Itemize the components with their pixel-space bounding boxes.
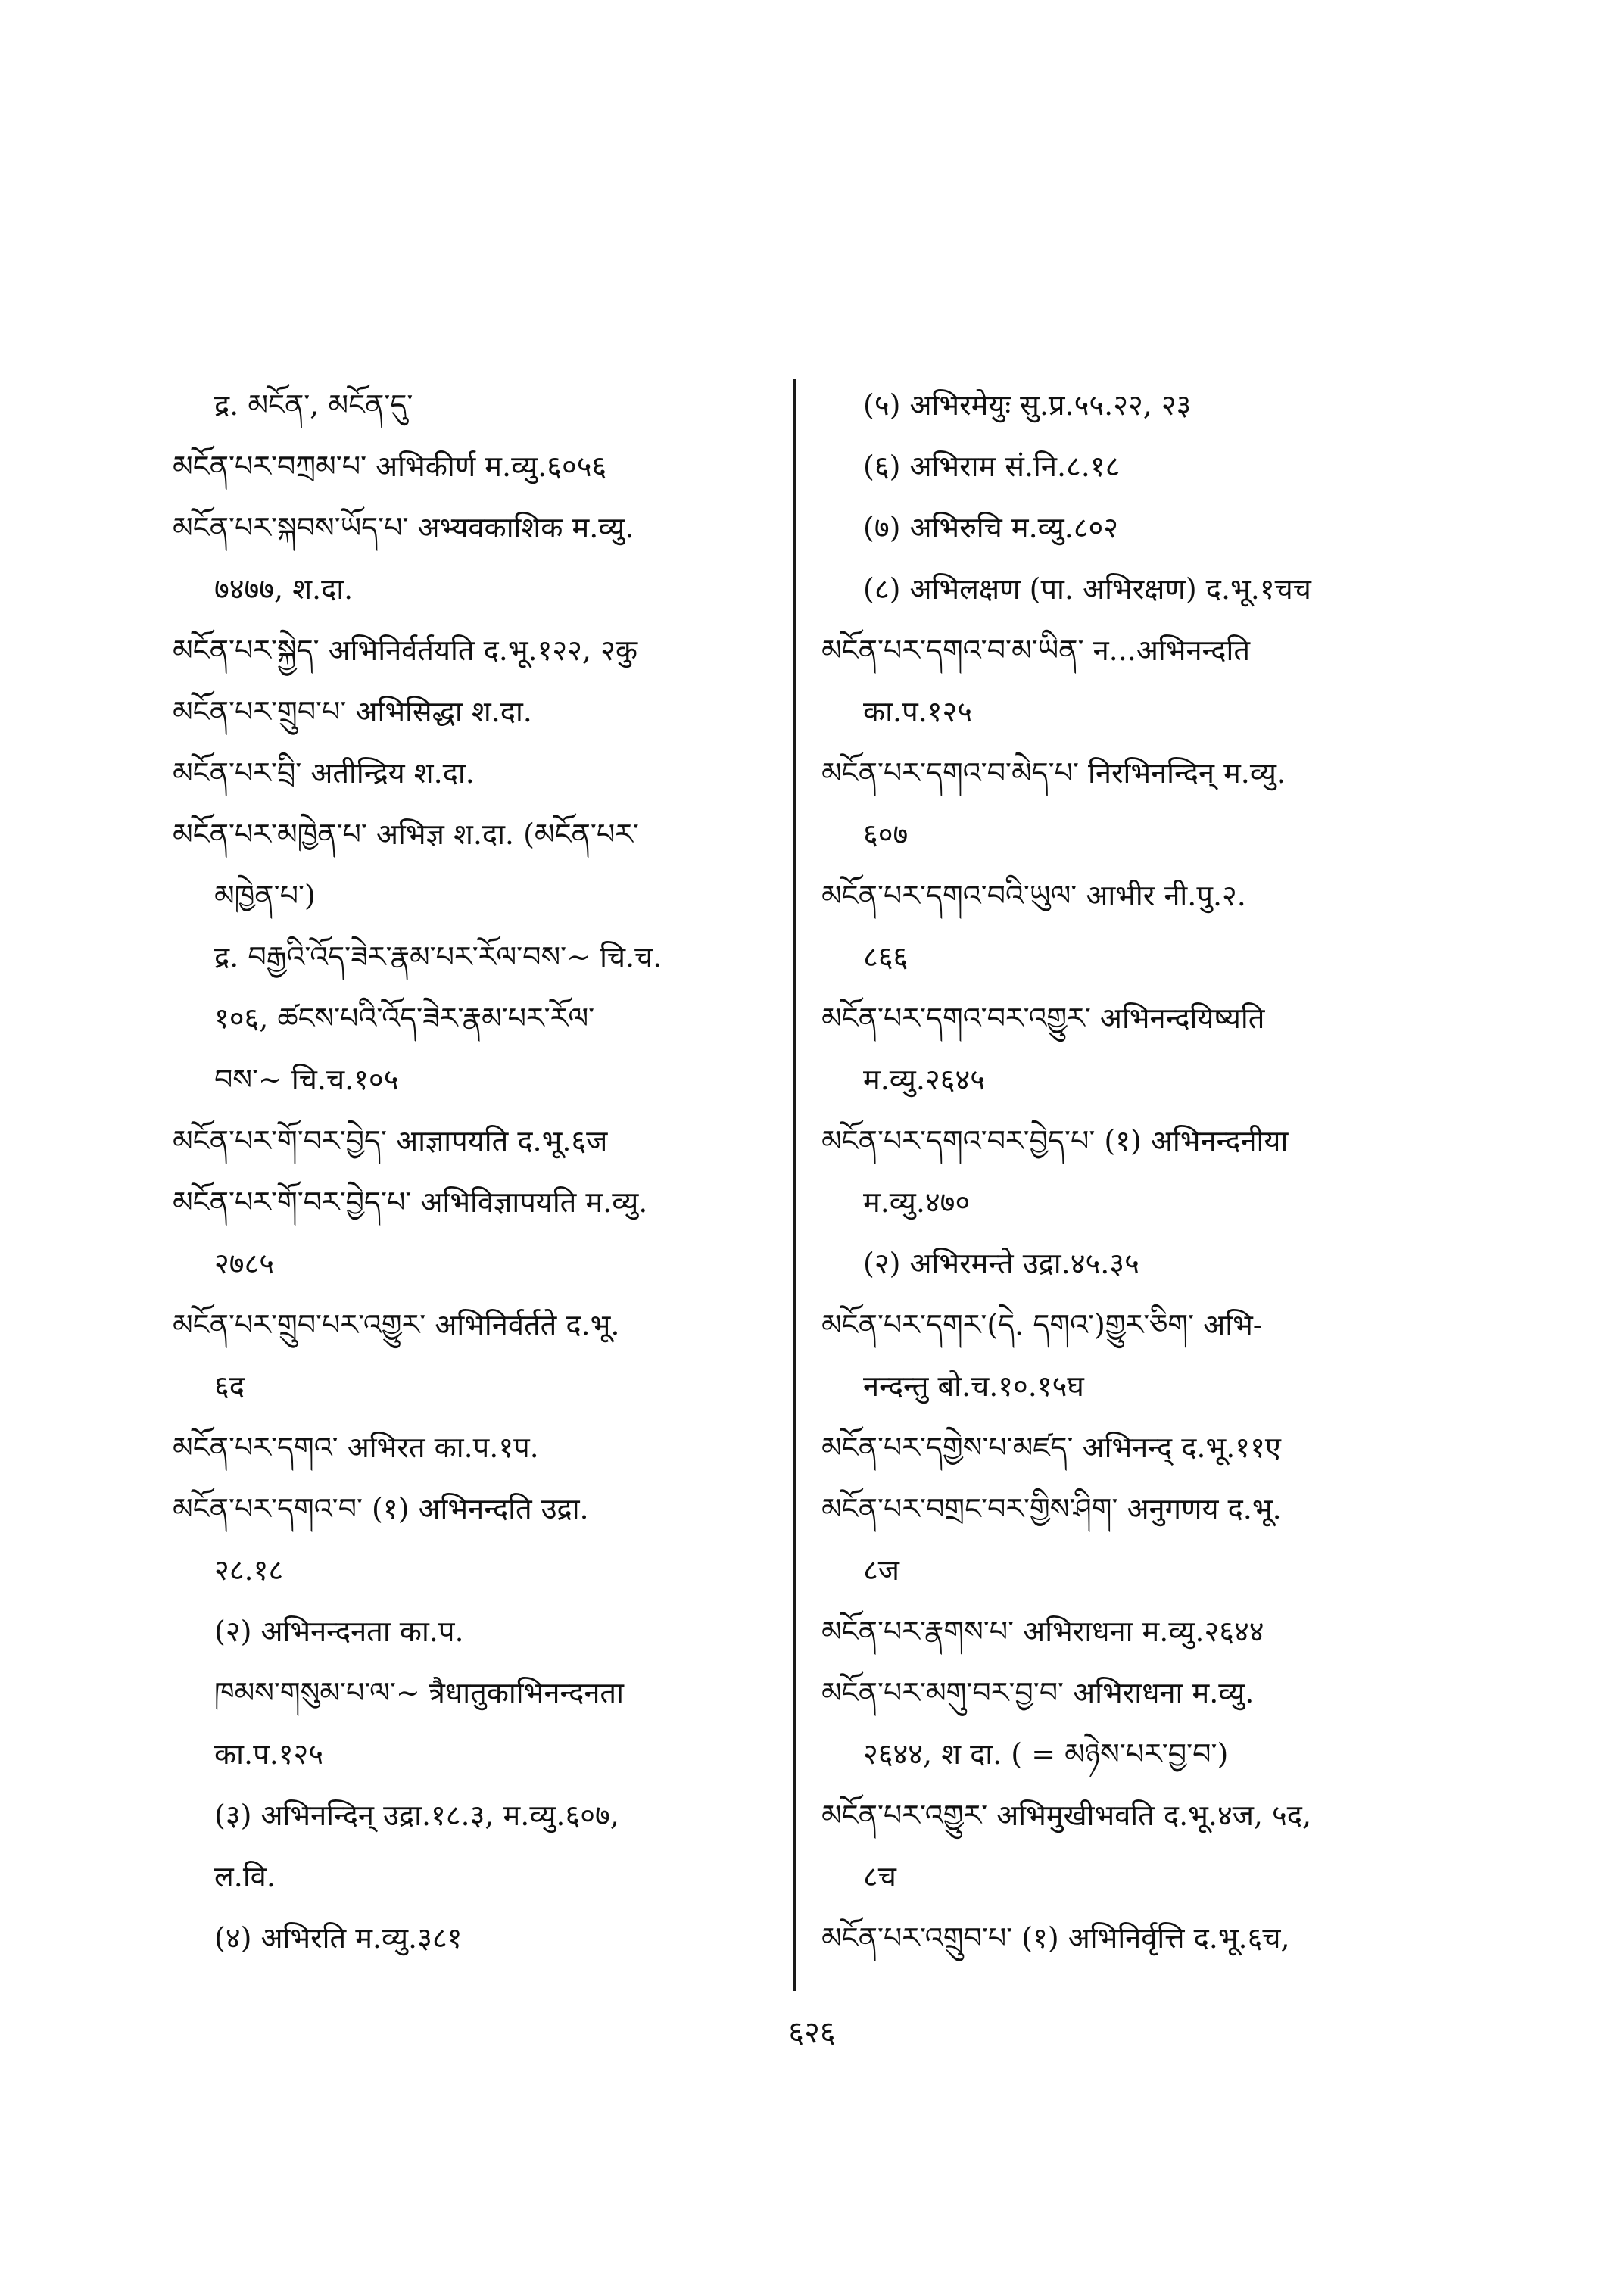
dictionary-line: མངོན་པར་བཀྲམ་པ་ अभिकीर्ण म.व्यु.६०५६ [173, 450, 607, 483]
dictionary-line: ८च [863, 1860, 896, 1893]
dictionary-line: མངོན་པར་དགའ་བར་འགྱུར་ अभिनन्दयिष्यति [821, 1002, 1265, 1035]
dictionary-line: མངོན་པར་དགར་(དེ. དགའ་)གྱུར་ཅིག་ अभि- [821, 1308, 1263, 1341]
dictionary-line: ल.वि. [214, 1860, 276, 1893]
dictionary-line: ८ज [863, 1553, 899, 1587]
dictionary-line: མངོན་པར་དགའ་བའི་ཡུལ་ आभीर नी.पु.२. [821, 879, 1246, 912]
right-column [821, 375, 1450, 1969]
dictionary-line: २७८५ [214, 1247, 275, 1280]
dictionary-line: का.प.१२५ [214, 1737, 324, 1771]
dictionary-line: (२) अभिरमन्ते उद्रा.४५.३५ [863, 1247, 1139, 1280]
dictionary-line: (५) अभिरमेयुः सु.प्र.५५.२२, २३ [863, 388, 1192, 422]
dictionary-line: २६४४, श दा. ( = མཉེས་པར་བྱ་བ་) [863, 1737, 1229, 1771]
dictionary-line: ཁམས་གསུམ་པ་ལ་~ त्रैधातुकाभिनन्दनता [214, 1676, 624, 1709]
page-number: ६२६ [788, 2015, 836, 2050]
dictionary-line: མངོན་པར་བྲི་ अतीन्द्रिय श.दा. [173, 756, 475, 790]
dictionary-line: नन्दन्तु बो.च.१०.१५घ [863, 1369, 1084, 1403]
dictionary-line: (६) अभिराम सं.नि.८.१८ [863, 450, 1121, 483]
dictionary-line: མངོན་པར་དགའ་བ་ (१) अभिनन्दति उद्रा. [173, 1492, 589, 1525]
dictionary-line: མངོན་པར་དགའ་ अभिरत का.प.१प. [173, 1431, 539, 1464]
left-column [173, 375, 778, 1969]
dictionary-line: མངོན་པར་དགའ་བར་བྱེད་པ་ (१) अभिनन्दनीया [821, 1124, 1289, 1157]
dictionary-line: མངོན་པར་མགུ་བར་བྱ་བ་ अभिराधना म.व्यु. [821, 1676, 1255, 1709]
dictionary-line: མངོན་པར་སྐབས་ཡོད་པ་ अभ्यवकाशिक म.व्यु. [173, 511, 634, 544]
dictionary-line: མངོན་པར་རྣགས་པ་ अभिराधना म.व्यु.२६४४ [821, 1615, 1264, 1648]
dictionary-line: མངོན་པར་མཁྱེན་པ་ अभिज्ञ श.दा. (མངོན་པར་ [173, 818, 639, 851]
dictionary-line: མངོན་པར་དགྱེས་པ་མཛད་ अभिनन्द् द.भू.११ए [821, 1431, 1281, 1464]
dictionary-line: ७४७७, श.दा. [214, 572, 354, 606]
dictionary-line: མངོན་པར་གྲུབ་པ་ अभिसिद्धा श.दा. [173, 695, 532, 728]
dictionary-line: མངོན་པར་བགྲང་བར་གྱིས་ཤིག་ अनुगणय द.भू. [821, 1492, 1282, 1525]
dictionary-line: (४) अभिरति म.व्यु.३८१ [214, 1921, 463, 1955]
dictionary-line: (२) अभिनन्दनता का.प. [214, 1615, 464, 1648]
dictionary-line: ८६६ [863, 940, 909, 974]
dictionary-line: म.व्यु.२६४५ [863, 1063, 985, 1096]
dictionary-line: का.प.१२५ [863, 695, 973, 728]
dictionary-line: མངོན་པར་དགའ་བ་མ་ཡིན་ न...अभिनन्दति [821, 634, 1250, 667]
dictionary-line: མངོན་པར་འགྱུར་ अभिमुखीभवति द.भू.४ज, ५द, [821, 1799, 1312, 1832]
dictionary-line: མངོན་པར་གོ་བར་བྱེད་པ་ अभिविज्ञापयति म.व्यु. [173, 1185, 648, 1219]
column-divider [793, 379, 796, 1991]
dictionary-line: མངོན་པར་གོ་བར་བྱེད་ आज्ञापयति द.भू.६ज [173, 1124, 608, 1157]
dictionary-line: (३) अभिनन्दिन् उद्रा.१८.३, म.व्यु.६०७, [214, 1799, 619, 1832]
dictionary-line: म.व्यु.४७० [863, 1185, 971, 1219]
dictionary-line: མངོན་པར་སྐྱེད་ अभिनिर्वर्तयति द.भू.१२२, २कु [173, 634, 638, 667]
dictionary-line: ६०७ [863, 818, 909, 851]
dictionary-line: ६द [214, 1369, 245, 1403]
dictionary-line: (७) अभिरुचि म.व्यु.८०२ [863, 511, 1119, 544]
dictionary-line: མངོན་པར་འགྲུབ་པ་ (१) अभिनिर्वृत्ति द.भू.६च, [821, 1921, 1290, 1955]
dictionary-line: (८) अभिलक्षण (पा. अभिरक्षण) द.भू.१चच [863, 572, 1311, 606]
dictionary-line: མངོན་པར་དགའ་བ་མེད་པ་ निरभिनन्दिन् म.व्यु. [821, 756, 1286, 790]
dictionary-line: द्र. མངོན་, མངོན་དུ་ [214, 388, 413, 422]
dictionary-line: द्र. བརྒྱའི་འོད་ཟེར་རྣམ་པར་རོལ་བས་~ चि.च. [214, 940, 662, 974]
dictionary-line: བས་~ चि.च.१०५ [214, 1063, 399, 1096]
dictionary-line: १०६, ཚངས་པའི་འོད་ཟེར་རྣམ་པར་རོལ་ [214, 1002, 595, 1035]
dictionary-line: མཁྱེན་པ་) [214, 879, 316, 912]
dictionary-line: २८.१८ [214, 1553, 284, 1587]
dictionary-line: མངོན་པར་གྲུབ་པར་འགྱུར་ अभिनिर्वर्तते द.भू. [173, 1308, 620, 1341]
